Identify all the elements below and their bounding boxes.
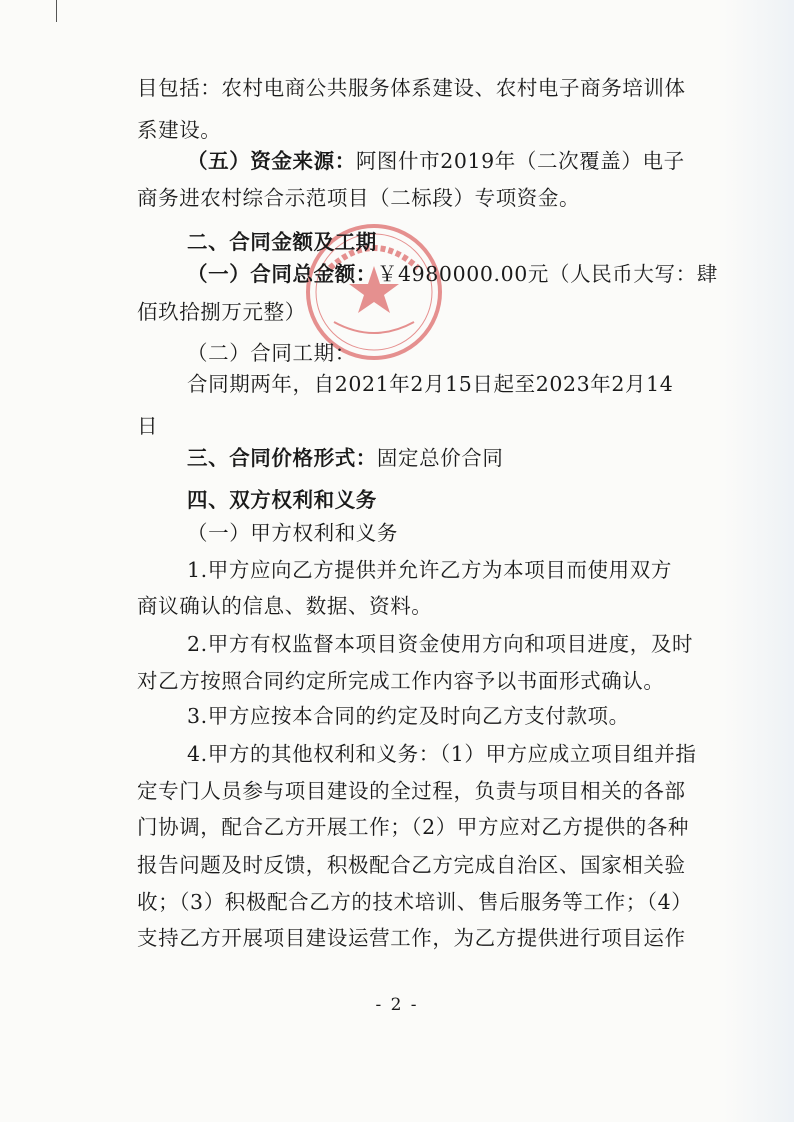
- price-form-lead: 三、合同价格形式：: [187, 446, 377, 470]
- text-line-1: 目包括：农村电商公共服务体系建设、农村电子商务培训体: [137, 76, 686, 100]
- section-lead: （五）资金来源：: [187, 149, 356, 173]
- heading-contract-amount: 二、合同金额及工期: [187, 230, 377, 254]
- text-line-14: 1.甲方应向乙方提供并允许乙方为本项目而使用双方: [187, 558, 672, 582]
- text-line-16: 2.甲方有权监督本项目资金使用方向和项目进度，及时: [187, 632, 694, 656]
- section-text: 阿图什市2019年（二次覆盖）电子: [355, 149, 685, 173]
- page-number: - 2 -: [375, 995, 419, 1015]
- amount-lead: （一）合同总金额：: [187, 262, 377, 286]
- scan-shadow: [724, 0, 794, 1122]
- text-line-11: [187, 444, 504, 472]
- text-line-24: 支持乙方开展项目建设运营工作，为乙方提供进行项目运作: [137, 926, 686, 950]
- amount-text: ￥4980000.00元（人民币大写：肆: [376, 262, 718, 286]
- text-line-10: 日: [137, 414, 159, 438]
- price-form-text: 固定总价合同: [376, 446, 504, 470]
- text-line-6: [187, 260, 718, 288]
- text-line-7: 佰玖拾捌万元整）: [137, 300, 306, 324]
- text-line-19: 4.甲方的其他权利和义务：（1）甲方应成立项目组并指: [187, 742, 697, 766]
- text-line-20: 定专门人员参与项目建设的全过程，负责与项目相关的各部: [137, 779, 686, 803]
- text-line-8: （二）合同工期：: [187, 341, 356, 365]
- text-line-2: 系建设。: [137, 118, 222, 142]
- text-line-4: 商务进农村综合示范项目（二标段）专项资金。: [137, 186, 581, 210]
- text-line-21: 门协调，配合乙方开展工作；（2）甲方应对乙方提供的各种: [137, 815, 689, 839]
- text-line-9: 合同期两年，自2021年2月15日起至2023年2月14: [187, 372, 674, 396]
- text-line-13: （一）甲方权利和义务: [187, 521, 398, 545]
- text-line-15: 商议确认的信息、数据、资料。: [137, 594, 433, 618]
- text-line-17: 对乙方按照合同约定所完成工作内容予以书面形式确认。: [137, 669, 665, 693]
- heading-rights-obligations: 四、双方权利和义务: [187, 488, 377, 512]
- text-line-23: 收；（3）积极配合乙方的技术培训、售后服务等工作；（4）: [137, 890, 693, 914]
- text-line-18: 3.甲方应按本合同的约定及时向乙方支付款项。: [187, 704, 630, 728]
- text-line-22: 报告问题及时反馈，积极配合乙方完成自治区、国家相关验: [137, 853, 686, 877]
- scan-edge-mark: [56, 0, 57, 22]
- text-line-3: [187, 147, 685, 175]
